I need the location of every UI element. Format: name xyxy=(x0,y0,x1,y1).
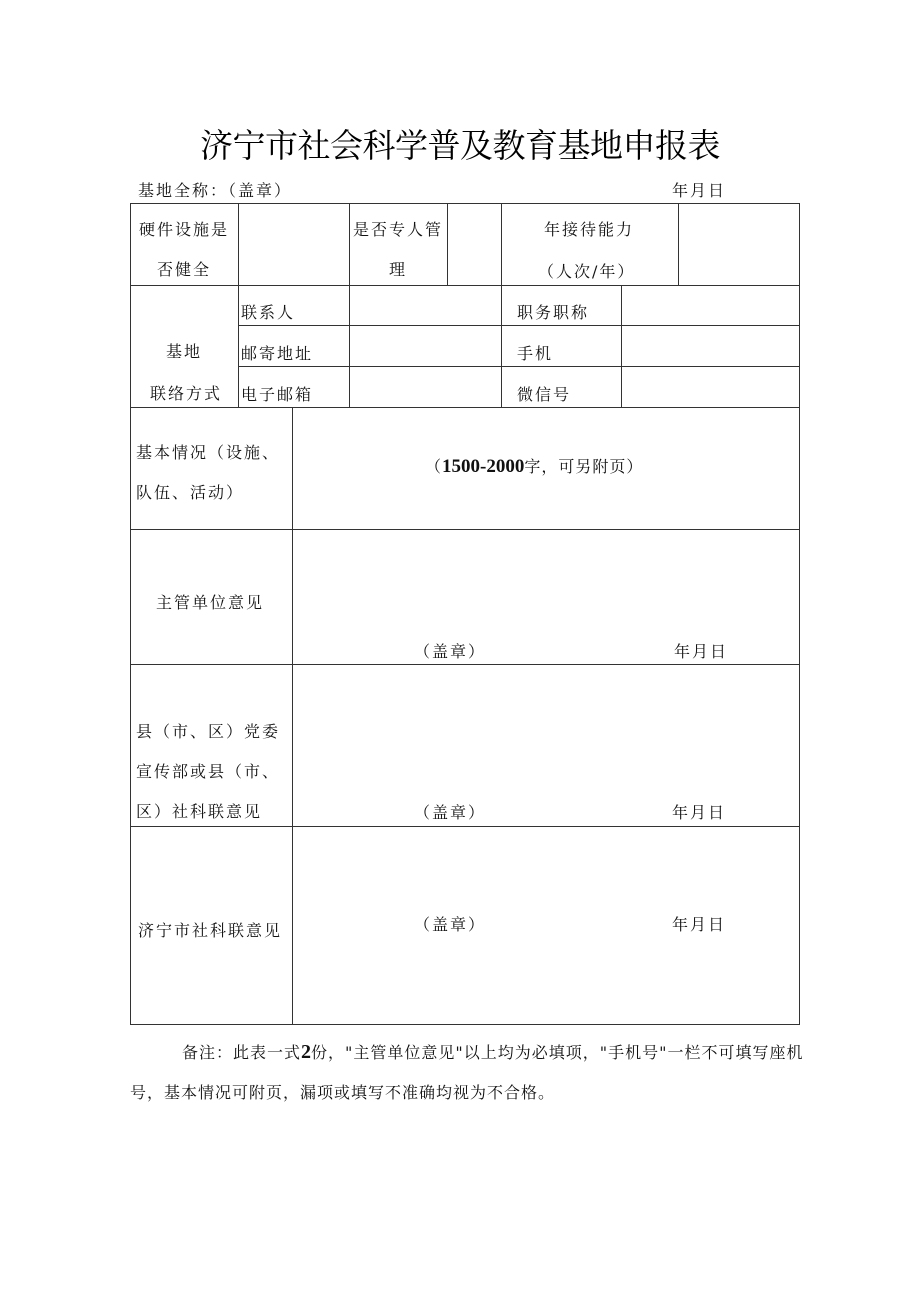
basic-info-input[interactable] xyxy=(293,408,799,528)
footer-note: 备注：此表一式2份，"主管单位意见"以上均为必填项，"手机号"一栏不可填写座机号，基本情况可附页，漏项或填写不准确均视为不合格。 xyxy=(130,1041,804,1102)
hardware-input-cell[interactable] xyxy=(239,204,348,284)
base-name-label: 基地全称：（盖章） xyxy=(138,181,293,200)
dedicated-input-cell[interactable] xyxy=(448,204,500,284)
city-seal: （盖章） xyxy=(414,915,487,934)
county-opinion-input[interactable] xyxy=(293,665,799,800)
capacity-label: 年接待能力 xyxy=(544,220,635,239)
hardware-label: 硬件设施是否健全 xyxy=(138,220,229,279)
basic-info-hint: （1500-2000字，可另附页） xyxy=(425,456,644,477)
mobile-label: 手机 xyxy=(517,344,554,363)
wechat-label: 微信号 xyxy=(517,385,572,404)
address-label: 邮寄地址 xyxy=(241,344,314,363)
address-input[interactable] xyxy=(350,326,500,365)
supervisor-seal: （盖章） xyxy=(414,642,487,661)
capacity-input-cell[interactable] xyxy=(679,204,798,284)
supervisor-opinion-input[interactable] xyxy=(293,530,799,640)
contact-person-input[interactable] xyxy=(350,286,500,324)
basic-info-label: 基本情况（设施、队伍、活动） xyxy=(136,443,281,502)
county-opinion-label: 县（市、区）党委宣传部或县（市、区）社科联意见 xyxy=(136,722,281,821)
page-title: 济宁市社会科学普及教育基地申报表 xyxy=(200,126,720,165)
supervisor-opinion-label: 主管单位意见 xyxy=(156,593,265,612)
mobile-input[interactable] xyxy=(622,326,798,365)
contact-person-label: 联系人 xyxy=(241,303,296,322)
city-opinion-label: 济宁市社科联意见 xyxy=(138,921,283,940)
supervisor-date: 年月日 xyxy=(674,642,729,661)
city-opinion-input[interactable] xyxy=(293,827,799,909)
county-seal: （盖章） xyxy=(414,803,487,822)
dedicated-label: 是否专人管理 xyxy=(352,220,443,279)
email-label: 电子邮箱 xyxy=(241,385,314,404)
capacity-unit: （人次/年） xyxy=(538,262,636,281)
contact-group-label: 基地 xyxy=(166,342,203,361)
city-date: 年月日 xyxy=(672,915,727,934)
title-rank-label: 职务职称 xyxy=(517,303,590,322)
header-date-label: 年月日 xyxy=(672,181,727,200)
contact-group-label-2: 联络方式 xyxy=(150,384,223,403)
email-input[interactable] xyxy=(350,367,500,406)
title-rank-input[interactable] xyxy=(622,286,798,324)
wechat-input[interactable] xyxy=(622,367,798,406)
county-date: 年月日 xyxy=(672,803,727,822)
